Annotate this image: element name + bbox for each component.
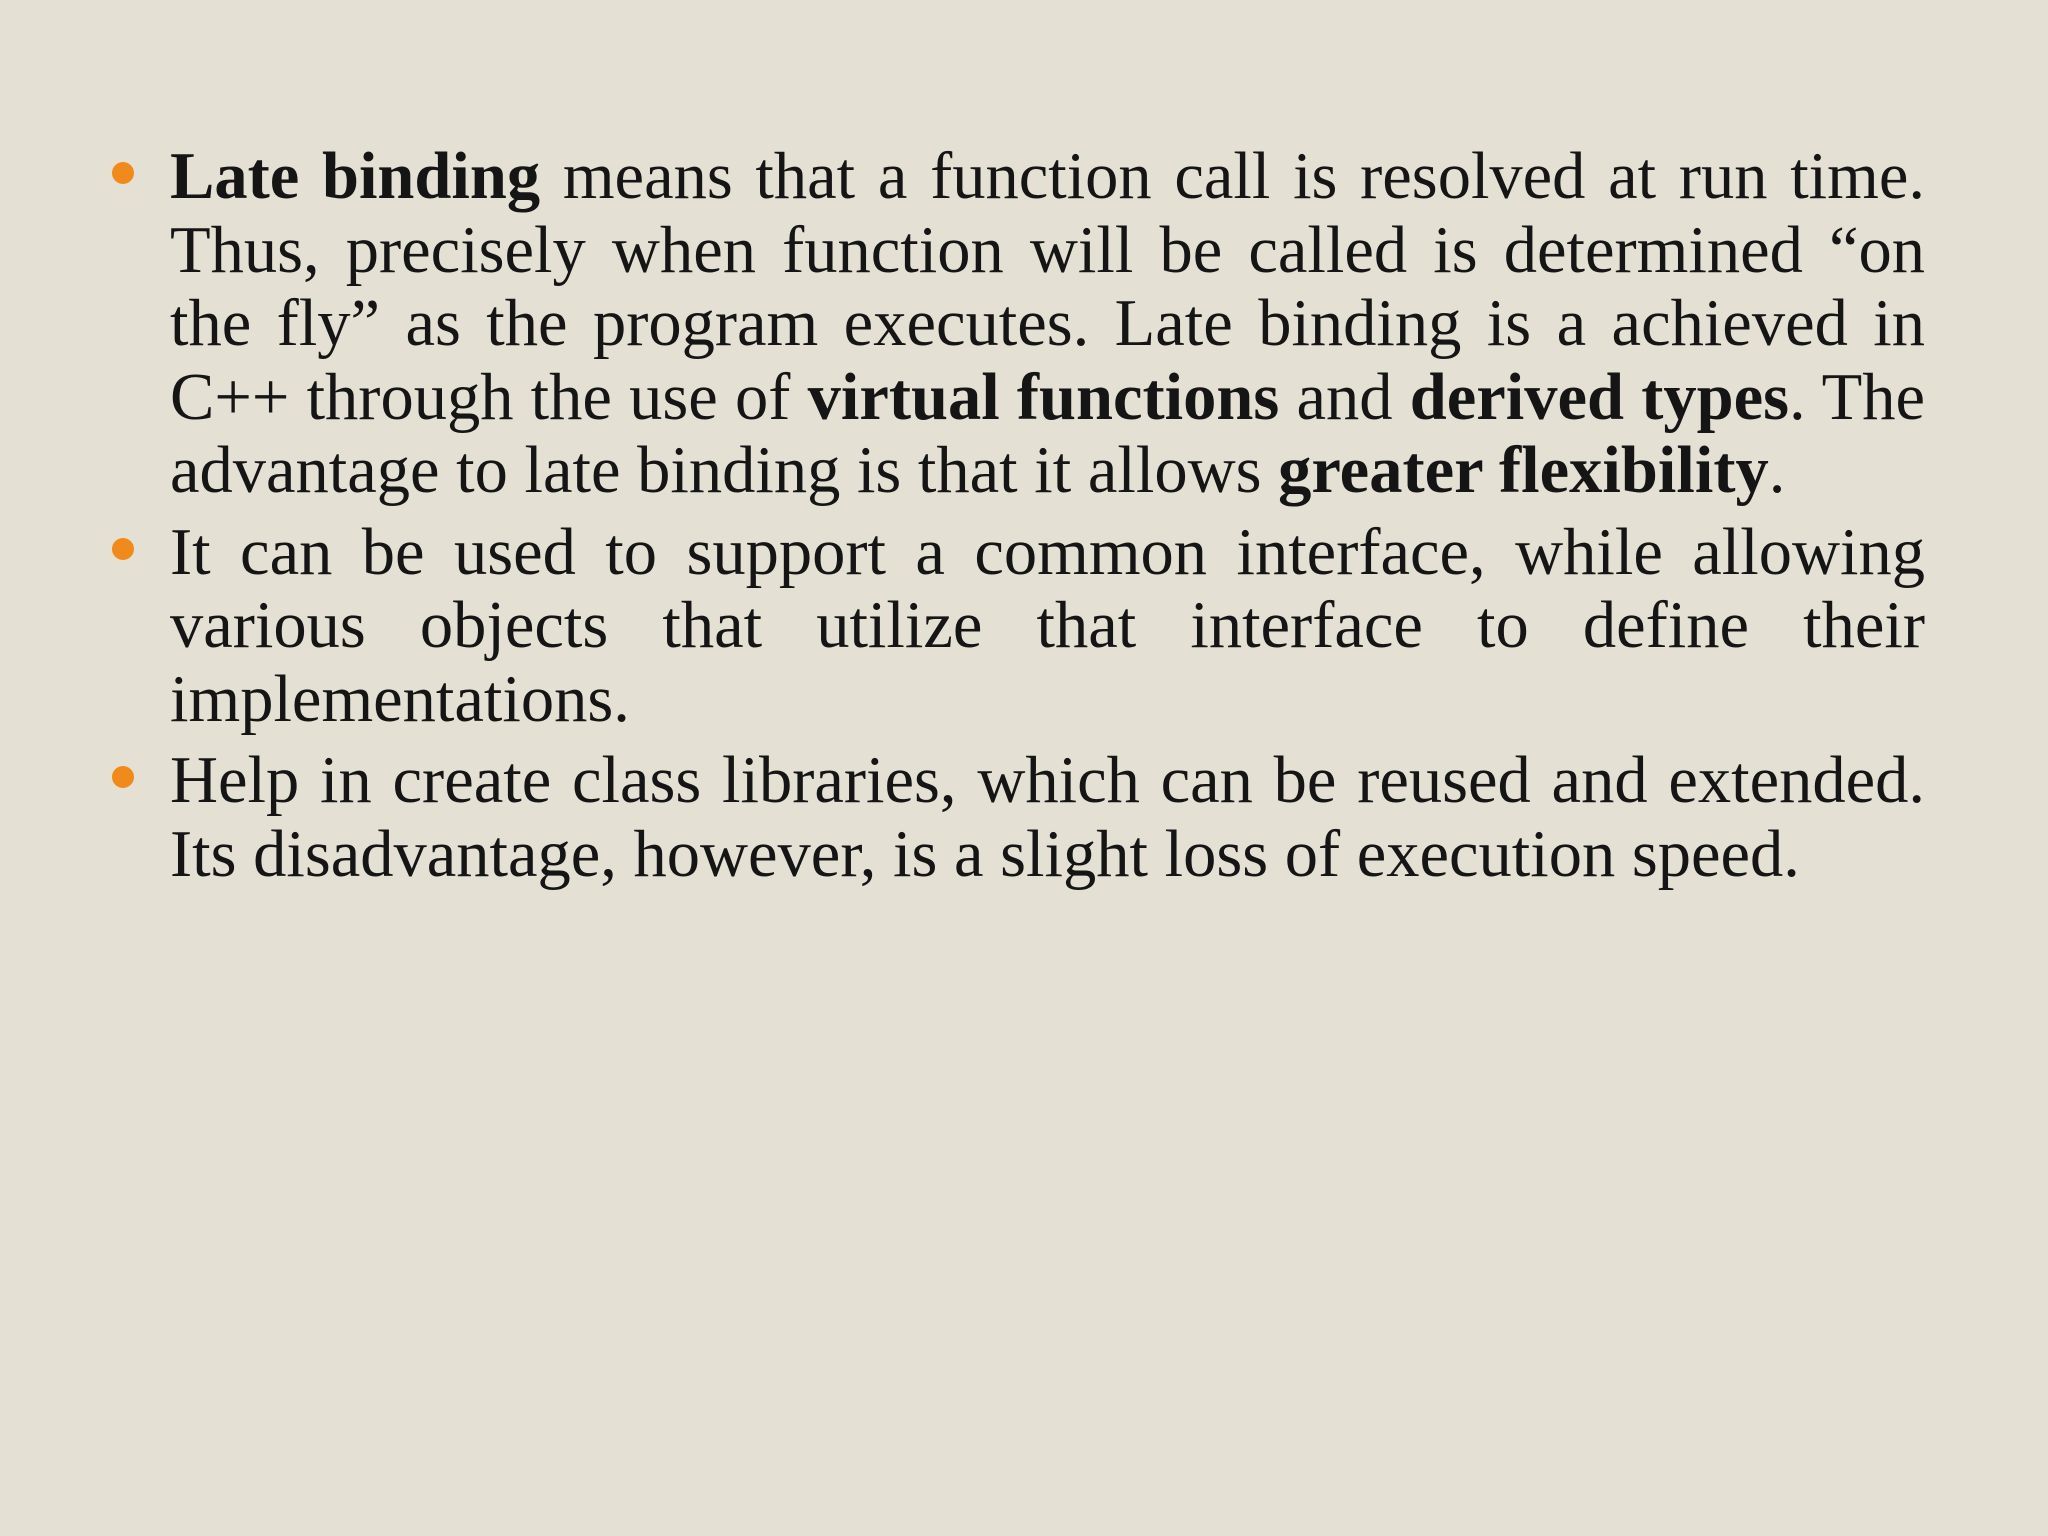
text-segment: means that a function call is resolved at run time. Thus, precisely when function will be called is determined “on the fly” as the program executes. Late binding is a achieved in C++ through the use of: [170, 140, 1926, 434]
bullet-item-late-binding: [112, 140, 1925, 508]
text-segment: and: [1279, 360, 1410, 434]
bold-term-greater-flexibility: greater flexibility: [1278, 434, 1769, 507]
text-segment: .: [1768, 434, 1786, 507]
bullet-dot-icon: [112, 766, 134, 788]
bold-term-virtual-functions: virtual functions: [807, 360, 1280, 434]
bullet-list: [112, 140, 1925, 899]
bullet-text-common-interface: It can be used to support a common interface, while allowing various objects that utilize that interface to define their implementations.: [170, 515, 1925, 736]
bullet-item-class-libraries: [112, 744, 1925, 891]
text-segment: . The advantage to late binding is that it allows: [170, 360, 1925, 507]
bullet-dot-icon: [112, 162, 134, 184]
bold-term-late-binding: Late binding: [170, 140, 541, 213]
bullet-text-class-libraries: Help in create class libraries, which can be reused and extended. Its disadvantage, however, is a slight loss of execution speed.: [170, 744, 1925, 891]
bullet-text-late-binding: [170, 140, 1925, 508]
bullet-item-common-interface: [112, 516, 1925, 737]
bullet-dot-icon: [112, 538, 134, 560]
bold-term-derived-types: derived types: [1409, 360, 1789, 434]
